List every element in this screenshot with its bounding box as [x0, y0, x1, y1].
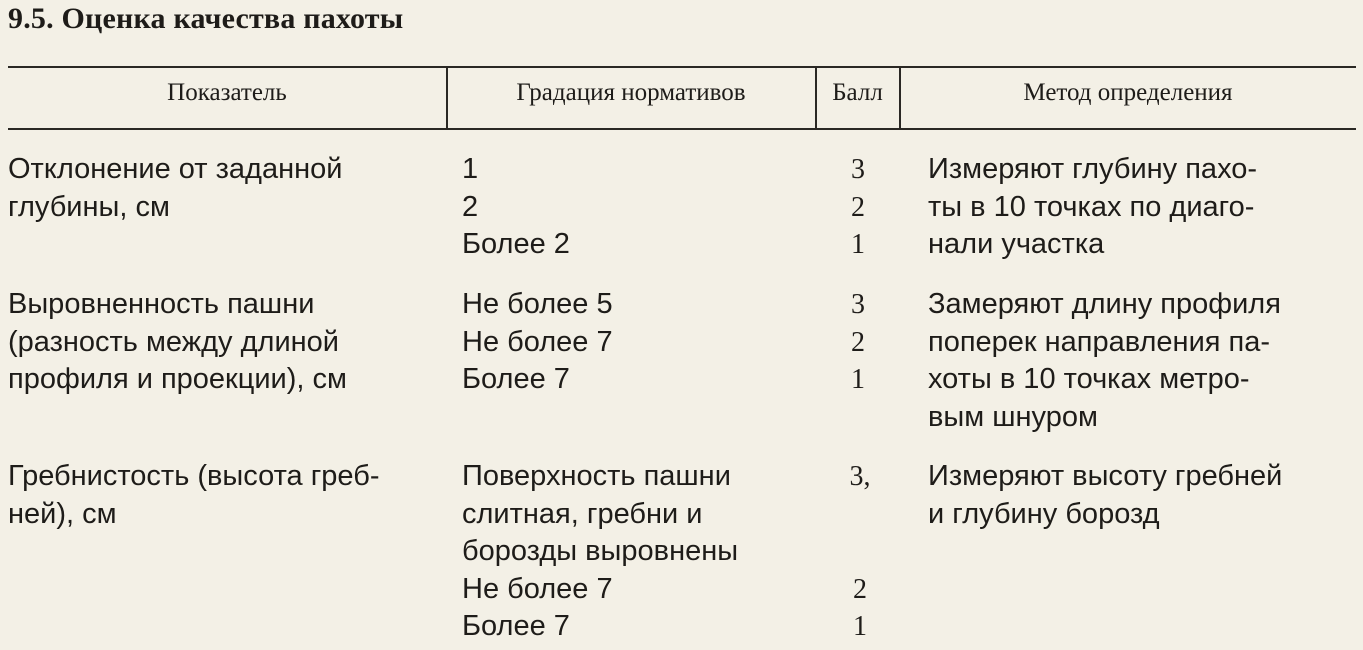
header-method: Метод определения	[1023, 79, 1233, 106]
table-row-gradation: Не более 5 Не более 7 Более 7	[462, 288, 613, 395]
table-row-indicator: Выровненность пашни (разность между длиной профиля и проекции), см	[8, 288, 347, 395]
table-row-gradation: 1 2 Более 2	[462, 153, 570, 260]
table-row-score: 3 2 1	[851, 289, 865, 395]
table-row-score: 3 2 1	[851, 154, 865, 260]
table-row-gradation: Поверхность пашни слитная, гребни и борозды выровнены Не более 7 Более 7	[462, 460, 739, 642]
table-row-method: Замеряют длину профиля поперек направления па- хоты в 10 точках метро- вым шнуром	[928, 288, 1281, 433]
table-header-rule	[8, 128, 1356, 130]
page-title: 9.5. Оценка качества пахоты	[8, 2, 404, 35]
table-top-rule	[8, 66, 1356, 68]
table-row-method: Измеряют высоту гребней и глубину борозд	[928, 460, 1283, 530]
header-gradation: Градация нормативов	[516, 79, 746, 106]
header-indicator: Показатель	[167, 79, 287, 106]
table-row-score: 3, 2 1	[849, 461, 871, 642]
header-score: Балл	[832, 79, 883, 106]
table-row-method: Измеряют глубину пахо- ты в 10 точках по диаго- нали участка	[928, 153, 1258, 260]
table-row-indicator: Гребнистость (высота греб- ней), см	[8, 460, 380, 530]
table-row-indicator: Отклонение от заданной глубины, см	[8, 153, 343, 223]
